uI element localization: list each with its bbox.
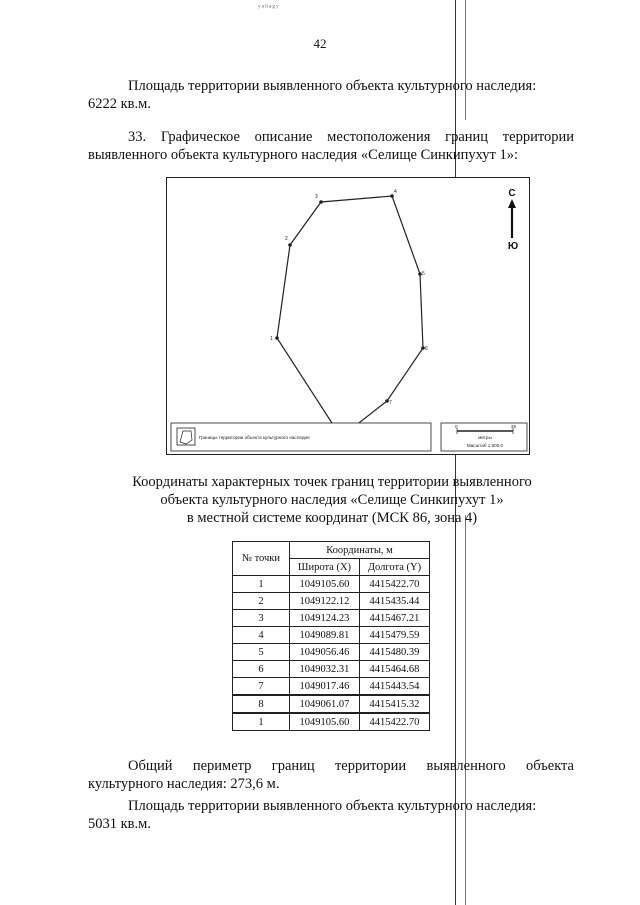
table-cell-x: 1049056.46 [290, 644, 360, 661]
table-cell-x: 1049124.23 [290, 610, 360, 627]
table-cell-point: 3 [233, 610, 290, 627]
table-cell-point: 8 [233, 695, 290, 713]
table-cell-point: 7 [233, 678, 290, 696]
table-row [233, 678, 430, 696]
area-second-value: 5031 кв.м. [88, 816, 151, 832]
table-cell-point: 4 [233, 627, 290, 644]
scan-fold-line-3 [465, 515, 466, 905]
table-cell-y: 4415480.39 [359, 644, 429, 661]
scale-zero-label: 0 [455, 424, 458, 429]
table-row [233, 661, 430, 678]
table-cell-y: 4415422.70 [359, 713, 429, 731]
table-row [233, 593, 430, 610]
scale-end-label: 25 [511, 424, 517, 429]
table-cell-y: 4415443.54 [359, 678, 429, 696]
vertex-label-4: 4 [394, 189, 397, 195]
vertex-label-1: 1 [270, 336, 273, 342]
legend-text: Границы территории объекта культурного наследия [199, 435, 310, 440]
table-cell-point: 2 [233, 593, 290, 610]
vertex-2 [288, 243, 292, 247]
perimeter-line2: культурного наследия: 273,6 м. [88, 776, 280, 792]
table-cell-x: 1049105.60 [290, 576, 360, 593]
table-cell-point: 6 [233, 661, 290, 678]
vertex-3 [319, 200, 323, 204]
vertex-1 [275, 336, 279, 340]
table-cell-point: 1 [233, 713, 290, 731]
area-first-label: Площадь территории выявленного объекта культурного наследия: [128, 78, 537, 94]
scale-bar [441, 423, 527, 451]
table-cell-y: 4415435.44 [359, 593, 429, 610]
table-cell-x: 1049061.07 [290, 695, 360, 713]
north-arrow [508, 188, 518, 252]
table-row [233, 627, 430, 644]
page-number: 42 [313, 36, 327, 51]
table-cell-y: 4415467.21 [359, 610, 429, 627]
header-longitude: Долгота (Y) [359, 559, 429, 576]
table-cell-x: 1049032.31 [290, 661, 360, 678]
map-legend [171, 423, 431, 451]
table-row [233, 576, 430, 593]
table-cell-y: 4415422.70 [359, 576, 429, 593]
header-coordinates: Координаты, м [290, 542, 430, 559]
vertex-label-3: 3 [315, 194, 318, 200]
table-cell-y: 4415479.59 [359, 627, 429, 644]
table-row [233, 695, 430, 713]
scale-text: Масштаб 1:600,0 [466, 443, 504, 448]
table-caption-line3: в местной системе координат (МСК 86, зона 4) [186, 510, 478, 526]
table-cell-x: 1049017.46 [290, 678, 360, 696]
table-row [233, 713, 430, 731]
table-cell-y: 4415415.32 [359, 695, 429, 713]
table-caption-line1: Координаты характерных точек границ территории выявленного [132, 474, 532, 490]
boundary-map [166, 177, 530, 455]
scan-artifact-top: ʸᵃᵇᵃᵍʸ [258, 2, 280, 12]
vertex-label-2: 2 [285, 236, 288, 242]
section-title-line1: 33. Графическое описание местоположения границ территории [128, 129, 574, 145]
table-cell-x: 1049122.12 [290, 593, 360, 610]
south-label: Ю [507, 241, 519, 252]
table-cell-x: 1049105.60 [290, 713, 360, 731]
section-title-line2: выявленного объекта культурного наследия «Селище Синкипухут 1»: [88, 147, 519, 163]
header-latitude: Широта (X) [290, 559, 360, 576]
scale-units-label: метры [478, 435, 492, 440]
boundary-polygon [277, 196, 423, 437]
table-cell-point: 1 [233, 576, 290, 593]
north-label: С [508, 188, 516, 199]
vertex-label-7: 7 [389, 400, 392, 406]
vertex-label-6: 6 [425, 346, 428, 352]
header-point: № точки [233, 542, 290, 576]
table-caption-line2: объекта культурного наследия «Селище Синкипухут 1» [160, 492, 504, 508]
boundary-map-svg [167, 178, 529, 454]
table-row [233, 644, 430, 661]
vertex-markers [275, 194, 425, 439]
coordinates-table [232, 541, 430, 731]
table-cell-x: 1049089.81 [290, 627, 360, 644]
vertex-label-5: 5 [422, 271, 425, 277]
table-cell-point: 5 [233, 644, 290, 661]
table-cell-y: 4415464.68 [359, 661, 429, 678]
area-second-label: Площадь территории выявленного объекта культурного наследия: [128, 798, 537, 814]
area-first-value: 6222 кв.м. [88, 96, 151, 112]
perimeter-line1: Общий периметр границ территории выявленного объекта [128, 758, 574, 774]
scan-fold-line-2 [465, 0, 466, 120]
table-row [233, 610, 430, 627]
